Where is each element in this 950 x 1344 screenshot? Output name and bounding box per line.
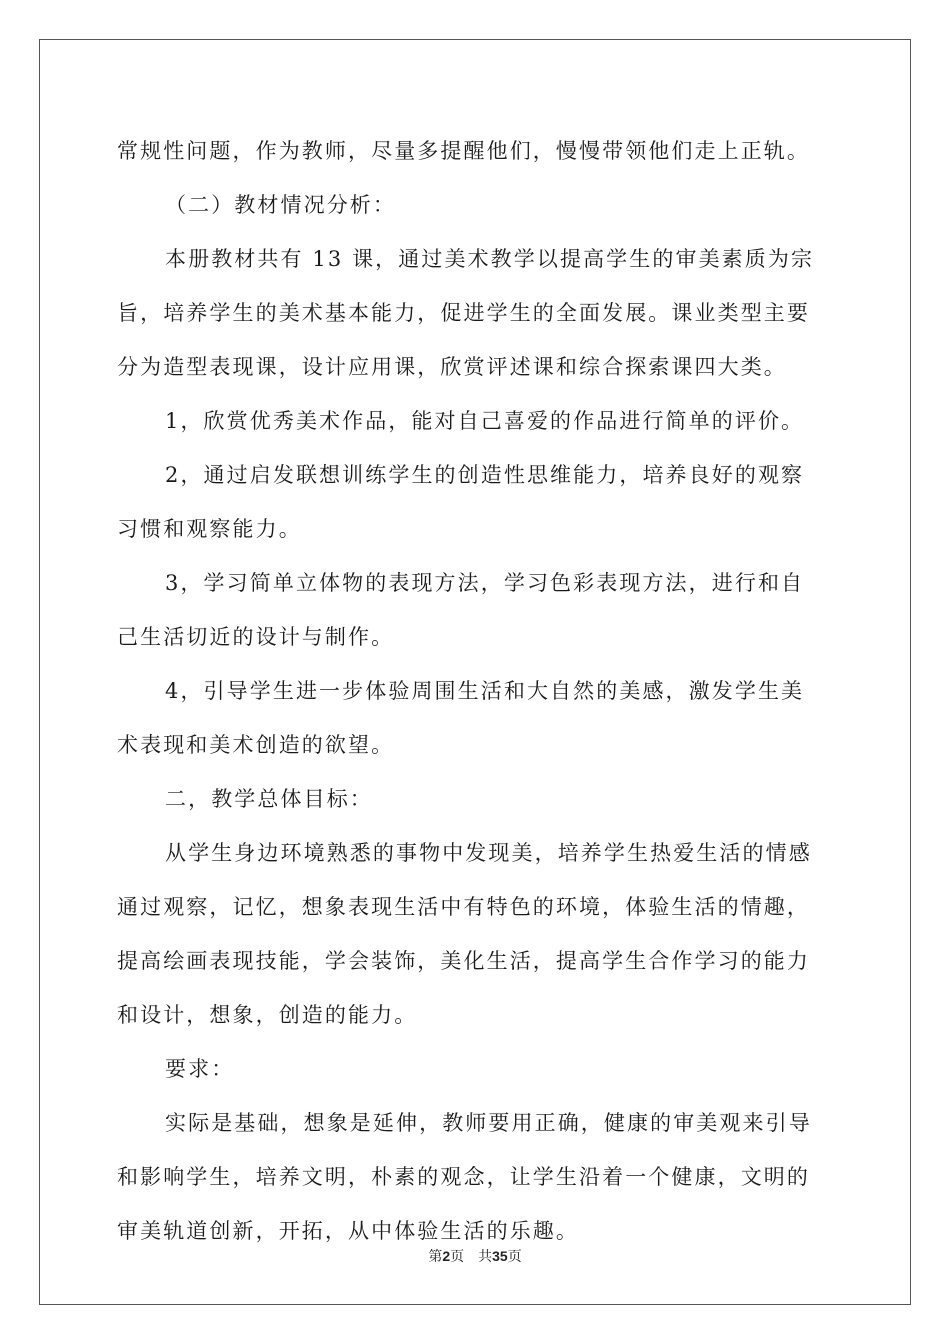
text-line: 旨，培养学生的美术基本能力，促进学生的全面发展。课业类型主要 [117, 301, 810, 325]
text-line: 二，教学总体目标： [165, 787, 373, 811]
text-line: 从学生身边环境熟悉的事物中发现美，培养学生热爱生活的情感 [165, 841, 812, 865]
text-line: 实际是基础，想象是延伸，教师要用正确，健康的审美观来引导 [165, 1111, 812, 1135]
text-line: 4，引导学生进一步体验周围生活和大自然的美感，激发学生美 [165, 679, 805, 703]
text-line: 3，学习简单立体物的表现方法，学习色彩表现方法，进行和自 [165, 571, 805, 595]
text-line: 1，欣赏优秀美术作品，能对自己喜爱的作品进行简单的评价。 [165, 409, 805, 433]
footer-total-suffix: 页 [507, 1249, 522, 1265]
text-line: 要求： [165, 1057, 235, 1081]
document-body [117, 124, 837, 1258]
text-line: 本册教材共有 13 课，通过美术教学以提高学生的审美素质为宗 [165, 247, 815, 271]
text-line: 审美轨道创新，开拓，从中体验生活的乐趣。 [117, 1219, 579, 1243]
text-line: 和影响学生，培养文明，朴素的观念，让学生沿着一个健康，文明的 [117, 1165, 810, 1189]
text-line: 分为造型表现课，设计应用课，欣赏评述课和综合探索课四大类。 [117, 355, 787, 379]
text-line: 己生活切近的设计与制作。 [117, 625, 395, 649]
footer-total-prefix: 共 [478, 1249, 493, 1265]
page-footer [0, 1246, 950, 1267]
text-line: 和设计，想象，创造的能力。 [117, 1003, 418, 1027]
text-line: 常规性问题，作为教师，尽量多提醒他们，慢慢带领他们走上正轨。 [117, 139, 810, 163]
text-line: （二）教材情况分析： [165, 193, 396, 217]
footer-total-pages: 35 [492, 1248, 508, 1264]
text-line: 习惯和观察能力。 [117, 517, 302, 541]
text-line: 术表现和美术创造的欲望。 [117, 733, 395, 757]
footer-page-suffix: 页 [450, 1249, 465, 1265]
footer-current-page: 2 [442, 1248, 451, 1264]
text-line: 提高绘画表现技能，学会装饰，美化生活，提高学生合作学习的能力 [117, 949, 810, 973]
footer-page-prefix: 第 [428, 1249, 443, 1265]
text-line: 2，通过启发联想训练学生的创造性思维能力，培养良好的观察 [165, 463, 805, 487]
text-line: 通过观察，记忆，想象表现生活中有特色的环境，体验生活的情趣， [117, 895, 810, 919]
